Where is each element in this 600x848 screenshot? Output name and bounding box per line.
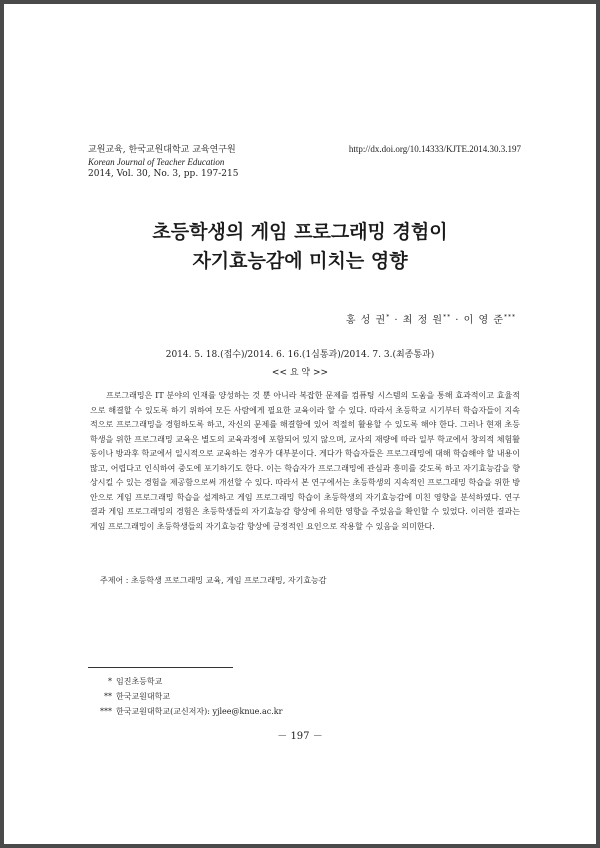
title-line-2: 자기효능감에 미치는 영향	[192, 250, 408, 272]
summary-heading: << 요 약 >>	[271, 368, 329, 378]
keywords-line: 주제어 : 초등학생 프로그래밍 교육, 게임 프로그래밍, 자기효능감	[100, 576, 327, 585]
author-2-mark: **	[443, 313, 452, 321]
footnote-3	[88, 704, 282, 719]
doi-link[interactable]: http://dx.doi.org/10.14333/KJTE.2014.30.3.197	[348, 144, 521, 154]
author-1: 홍 성 권	[345, 315, 387, 326]
footnotes	[88, 674, 282, 719]
footnote-1	[88, 674, 282, 689]
author-2: 최 정 원	[402, 315, 444, 326]
footnote-mark: *	[108, 677, 112, 686]
abstract-text: 프로그래밍은 IT 분야의 인재를 양성하는 것 뿐 아니라 복잡한 문제를 컴퓨팅 시스템의 도움을 통해 효과적이고 효율적으로 해결할 수 있도록 하기 위하여 모든 사람에게 필요한 교육이라 할 수 있다. 따라서 초등학교 시기부터 학습자들이 지속적으로 프로그래밍을 경험하도록 하고, 자신의 문제를 해결함에 있어 적절히 활용할 수 있도록 해야 한다. 그러나 현재 초등학생을 위한 프로그래밍 교육은 별도의 교육과정에 포함되어 있지 않으며, 교사의 재량에 따라 일부 학교에서 창의적 체험활동이나 방과후 학교에서 일시적으로 교육하는 경우가 대부분이다. 게다가 학습자들은 프로그래밍에 대해 학습해야 할 내용이 많고, 어렵다고 인식하여 중도에 포기하기도 한다. 이는 학습자가 프로그래밍에 관심과 흥미를 갖도록 하고 자기효능감을 향상시킬 수 있는 경험을 제공함으로써 개선할 수 있다. 따라서 본 연구에서는 초등학생의 지속적인 프로그래밍 학습을 위한 방안으로 게임 프로그래밍 학습을 설계하고 게임 프로그래밍 학습이 초등학생의 자기효능감에 미친 영향을 분석하였다. 연구 결과 게임 프로그래밍의 경험은 초등학생들의 자기효능감 향상에 유의한 영향을 주었음을 확인할 수 있었다. 이러한 결과는 게임 프로그래밍이 초등학생들의 자기효능감 향상에 긍정적인 요인으로 작용할 수 있음을 의미한다.	[90, 391, 520, 531]
journal-header	[88, 144, 238, 180]
footnote-text: 임진초등학교	[116, 677, 163, 686]
submission-dates: 2014. 5. 18.(접수)/2014. 6. 16.(1심통과)/2014. 7. 3.(최종통과)	[165, 350, 435, 360]
issue-line: 2014, Vol. 30, No. 3, pp. 197-215	[88, 169, 239, 179]
paper-page	[4, 4, 596, 844]
author-3: 이 영 준	[463, 315, 504, 326]
footnote-divider	[88, 667, 233, 668]
author-3-mark: ***	[504, 313, 516, 321]
footnote-mark: ***	[100, 707, 112, 716]
author-1-mark: *	[386, 313, 391, 321]
page-number: － 197 －	[277, 731, 323, 742]
footnote-text: 한국교원대학교(교신저자): yjlee@knue.ac.kr	[116, 707, 283, 716]
paper-title	[4, 218, 596, 276]
footnote-text: 한국교원대학교	[116, 692, 171, 701]
author-separator: ·	[394, 315, 399, 326]
author-separator: ·	[455, 315, 460, 326]
footnote-2	[88, 689, 282, 704]
publisher-line: 교원교육, 한국교원대학교 교육연구원	[88, 145, 236, 155]
author-list	[346, 311, 516, 326]
title-line-1: 초등학생의 게임 프로그래밍 경험이	[152, 221, 448, 243]
journal-name: Korean Journal of Teacher Education	[88, 157, 225, 167]
footnote-mark: **	[104, 692, 112, 701]
